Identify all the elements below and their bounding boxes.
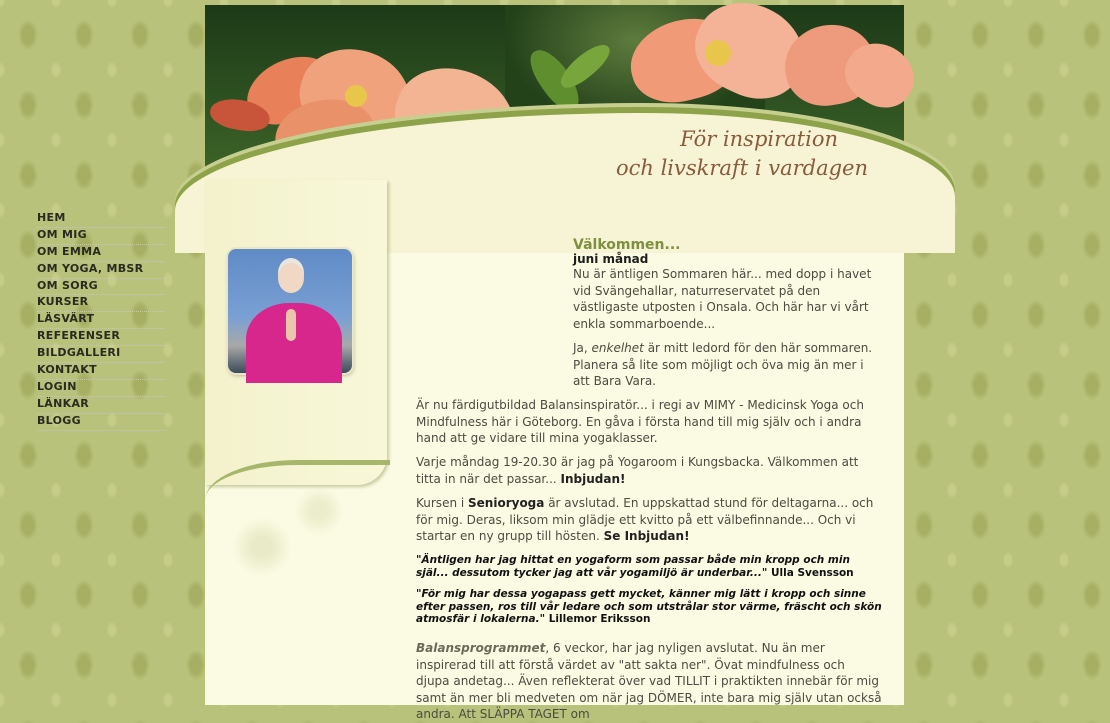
nav-item-lankar[interactable]: LÄNKAR <box>37 397 165 414</box>
paragraph-balansinspirator: Är nu färdigutbildad Balansinspiratör... i regi av MIMY - Medicinsk Yoga och Mindfulness här i Göteborg. En gåva i första hand till mig själv och i andra hand att ge vidare till mina yogaklasser. <box>416 398 864 445</box>
nav-item-lasvart[interactable]: LÄSVÄRT <box>37 312 165 329</box>
nav-item-kurser[interactable]: KURSER <box>37 295 165 312</box>
intro-p2-emphasis: enkelhet <box>591 341 644 355</box>
balansprogrammet-strong: Balansprogrammet <box>416 641 546 655</box>
paragraph-senioryoga <box>416 495 882 545</box>
tagline-line-2: och livskraft i vardagen <box>615 156 868 180</box>
flower-center <box>345 85 367 107</box>
month-subheading: juni månad <box>573 252 649 266</box>
nav-item-referenser[interactable]: REFERENSER <box>37 329 165 346</box>
intro-paragraph-1: Nu är äntligen Sommaren här... med dopp i havet vid Svängehallar, naturreservatet på den västligaste utposten i Onsala. Och här har vi vårt enkla sommarboende... <box>573 267 872 331</box>
nav-item-om-yoga[interactable]: OM YOGA, MBSR <box>37 262 165 279</box>
balansprogrammet-text: , 6 veckor, har jag nyligen avslutat. Nu än mer inspirerad till att förstå värdet av "att sakta ner". Övat mindfulness och djupa andetag... Även reflekterat över vad TILLIT i praktikten innebär för mig samt än mer bli medveten om när jag DÖMER, inte bara mig själv utan också andra. Att SLÄPPA TAGET om <box>416 641 882 721</box>
intro-p2-text-end: är mitt ledord för den här sommaren. Planera så lite som möjligt och öva mig än mer i att Bara Vara. <box>573 341 873 388</box>
paragraph-yogaroom <box>416 454 882 487</box>
main-navigation <box>37 211 165 431</box>
nav-item-bildgalleri[interactable]: BILDGALLERI <box>37 346 165 363</box>
quote-1-text: "Äntligen har jag hittat en yogaform som passar både min kropp och min själ... dessutom tycker jag att vår yogamiljö är underbar..." <box>416 554 850 579</box>
nav-item-om-emma[interactable]: OM EMMA <box>37 245 165 262</box>
photo-figure-hands <box>286 309 296 341</box>
senioryoga-text: är avslutad. En uppskattad stund för deltagarna... och för mig. Deras, liksom min glädje ett kvitto på ett välbefinnande... Och vi startar en ny grupp till hösten. <box>416 496 874 543</box>
tagline-line-1: För inspiration <box>680 127 838 151</box>
yogaroom-text: Varje måndag 19-20.30 är jag på Yogaroom i Kungsbacka. Välkommen att titta in när det passar... <box>416 455 859 486</box>
senioryoga-invitation-link[interactable]: Se Inbjudan! <box>603 529 690 543</box>
flower-center <box>705 40 731 66</box>
yogaroom-invitation-link[interactable]: Inbjudan! <box>560 471 626 486</box>
senioryoga-strong: Senioryoga <box>468 496 545 510</box>
quote-1-author: Ulla Svensson <box>767 566 854 579</box>
paragraph-balansprogrammet <box>416 640 882 723</box>
nav-item-kontakt[interactable]: KONTAKT <box>37 363 165 380</box>
header-banner <box>205 5 904 195</box>
decorative-flourish <box>205 475 395 595</box>
intro-text <box>573 266 883 398</box>
senioryoga-text-start: Kursen i <box>416 496 469 510</box>
photo-figure-head <box>278 263 304 293</box>
quote-2-text: "För mig har dessa yogapass gett mycket, känner mig lätt i kropp och sinne efter passen, ros till vår ledare och som utstrålar stor värme, fräscht och skön atmosfär i lokalerna." <box>416 588 882 625</box>
nav-item-hem[interactable]: HEM <box>37 211 165 228</box>
intro-p2-text: Ja, <box>573 341 592 355</box>
nav-item-blogg[interactable]: BLOGG <box>37 414 165 431</box>
nav-item-om-sorg[interactable]: OM SORG <box>37 279 165 296</box>
quote-2-author: Lillemor Eriksson <box>545 613 651 625</box>
welcome-heading: Välkommen... <box>573 237 681 253</box>
intro-paragraph-2 <box>573 340 883 390</box>
nav-item-login[interactable]: LOGIN <box>37 380 165 397</box>
testimonial-quote-2 <box>416 588 886 626</box>
tagline <box>616 125 868 183</box>
testimonial-quote-1 <box>416 554 886 579</box>
profile-photo <box>228 249 352 373</box>
nav-item-om-mig[interactable]: OM MIG <box>37 228 165 245</box>
